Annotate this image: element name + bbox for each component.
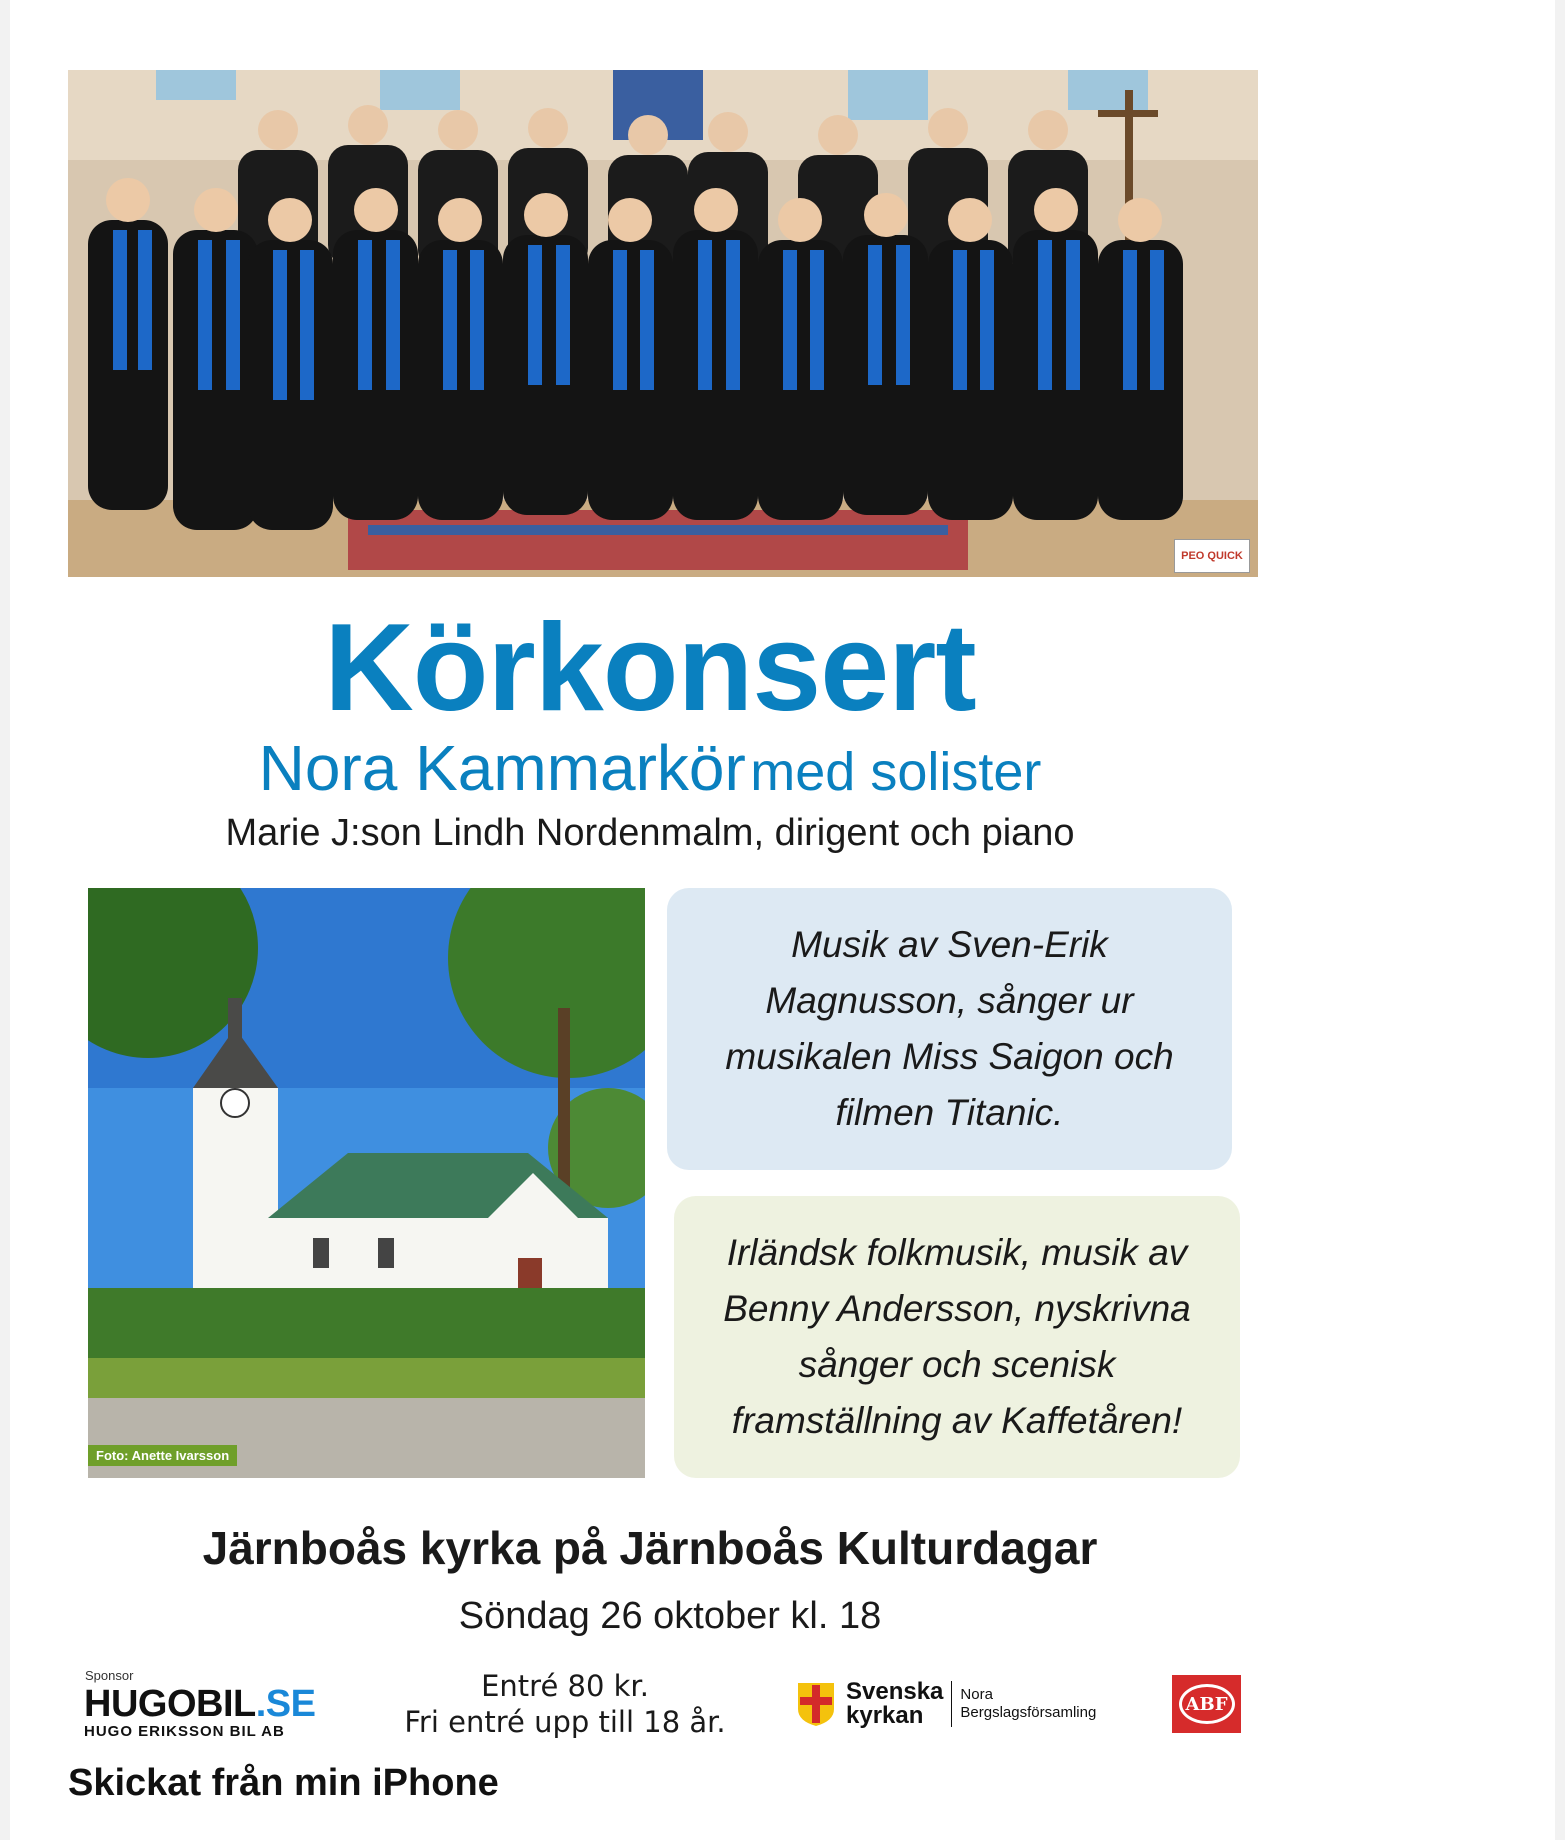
- hugobil-tld: .SE: [255, 1683, 316, 1725]
- church-photo: [88, 888, 645, 1478]
- program-box-2: Irländsk folkmusik, musik av Benny Andersson, nyskrivna sånger och scenisk framställning av Kaffetåren!: [674, 1196, 1240, 1478]
- conductor-line: Marie J:son Lindh Nordenmalm, dirigent och piano: [225, 812, 1075, 854]
- church-cross-icon: [796, 1681, 836, 1727]
- hugobil-company: HUGO ERIKSSON BIL AB: [84, 1723, 285, 1740]
- poster-title: Körkonsert: [324, 599, 976, 737]
- svenska-kyrkan-line1: Svenska: [846, 1678, 944, 1705]
- svenska-kyrkan-wordmark: [846, 1680, 943, 1728]
- venue-line: Järnboås kyrka på Järnboås Kulturdagar: [202, 1522, 1098, 1574]
- date-line: Söndag 26 oktober kl. 18: [458, 1595, 882, 1637]
- hugobil-wordmark: [84, 1684, 315, 1724]
- photo-credit: Foto: Anette Ivarsson: [88, 1445, 237, 1466]
- svenska-kyrkan-line2: kyrkan: [846, 1702, 924, 1729]
- choir-photo: [68, 70, 1258, 577]
- entry-price: Entré 80 kr.: [481, 1669, 649, 1703]
- sponsor-label: Sponsor: [85, 1668, 134, 1683]
- subtitle-rest: med solister: [750, 742, 1042, 802]
- parish-name: [960, 1686, 1096, 1722]
- parish-line1: Nora: [960, 1686, 993, 1703]
- poster-attachment: [10, 0, 1555, 1840]
- mail-margin-right: [1555, 0, 1565, 1840]
- svenska-kyrkan-logo: [796, 1680, 1096, 1728]
- abf-wordmark: ABF: [1179, 1684, 1235, 1724]
- entry-free-under-18: Fri entré upp till 18 år.: [404, 1705, 726, 1739]
- hugobil-logo: [84, 1684, 315, 1740]
- photographer-watermark: PEO QUICK: [1174, 539, 1250, 573]
- choir-name: Nora Kammarkör: [258, 732, 746, 804]
- abf-logo: [1172, 1675, 1241, 1733]
- entry-fee: [390, 1668, 740, 1740]
- logo-divider: [951, 1681, 952, 1727]
- hugobil-name: HUGOBIL: [84, 1683, 256, 1725]
- church-photo-illustration: [88, 888, 645, 1478]
- mail-margin-left: [0, 0, 10, 1840]
- program-box-1: Musik av Sven-Erik Magnusson, sånger ur musikalen Miss Saigon och filmen Titanic.: [667, 888, 1232, 1170]
- parish-line2: Bergslagsförsamling: [960, 1704, 1097, 1721]
- choir-photo-illustration: [68, 70, 1258, 577]
- email-signature: Skickat från min iPhone: [68, 1762, 499, 1804]
